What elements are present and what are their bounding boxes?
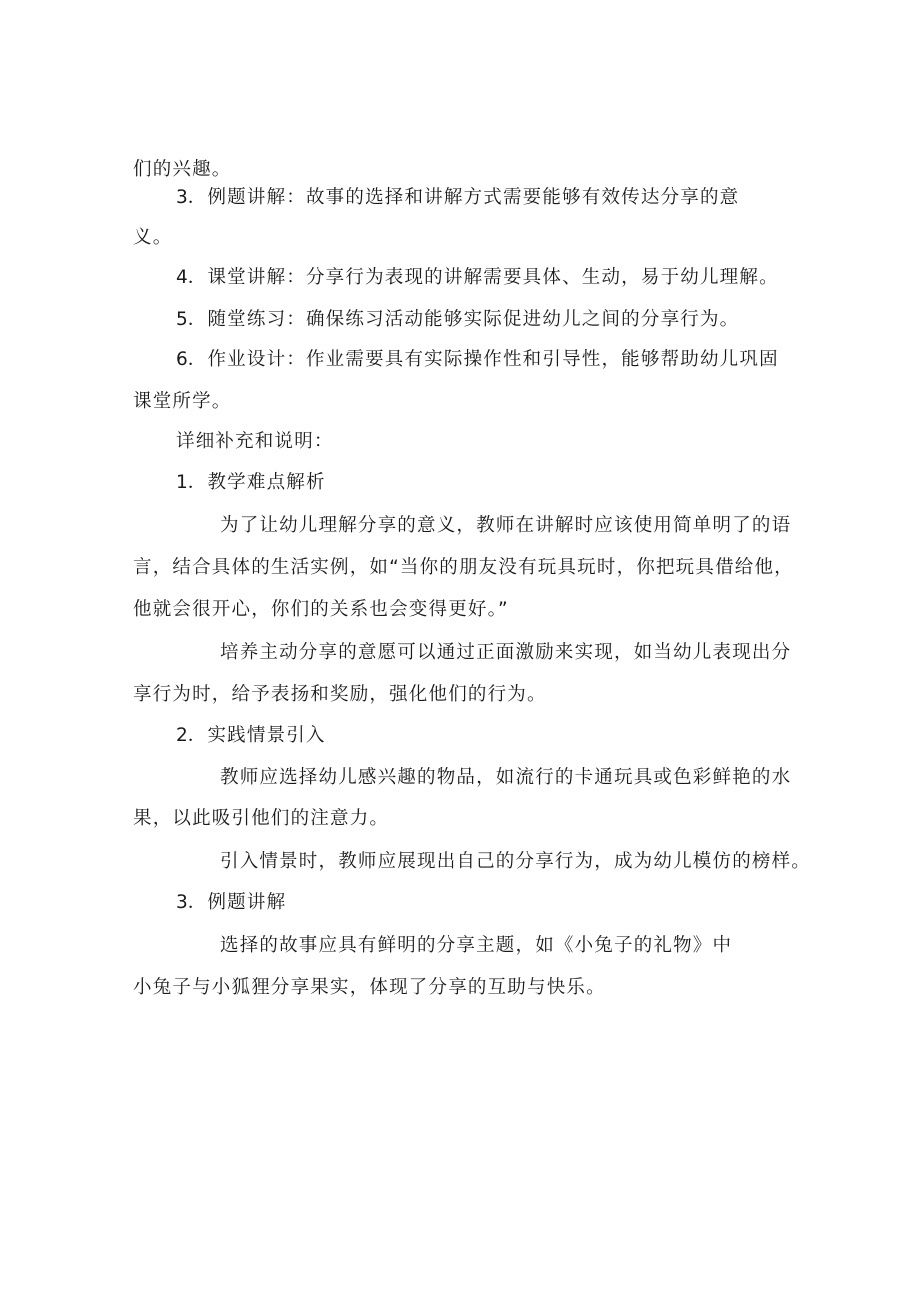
line-text: 果，以此吸引他们的注意力。 [133, 808, 390, 829]
line-text: 教师应选择幼儿感兴趣的物品，如流行的卡通玩具或色彩鲜艳的水 [220, 767, 792, 788]
list-number: 5 [176, 309, 188, 330]
list-number: 2 [176, 725, 188, 746]
line-text: 他就会很开心，你们的关系也会变得更好。” [133, 599, 509, 620]
subheading-1 [176, 471, 326, 495]
subheading-3 [176, 891, 286, 915]
list-item-6-line-2 [133, 390, 232, 414]
line-text: 选择的故事应具有鲜明的分享主题，如《小兔子的礼物》中 [220, 935, 733, 956]
paragraph-line [133, 598, 509, 622]
list-item-6-line-1 [176, 348, 779, 372]
line-text: ．课堂讲解：分享行为表现的讲解需要具体、生动，易于幼儿理解。 [187, 267, 779, 288]
list-number: 3 [176, 187, 188, 208]
list-number: 4 [176, 267, 188, 288]
paragraph-line [133, 807, 389, 831]
line-text: 享行为时，给予表扬和奖励，强化他们的行为。 [133, 684, 547, 705]
list-item-3-line-1 [176, 186, 739, 210]
line-text: 课堂所学。 [133, 391, 232, 412]
line-text: ．实践情景引入 [187, 725, 326, 746]
paragraph-line [220, 641, 791, 665]
paragraph-line [133, 158, 232, 182]
line-text: 培养主动分享的意愿可以通过正面激励来实现，如当幼儿表现出分 [220, 642, 792, 663]
list-item-3-line-2 [133, 226, 172, 250]
list-number: 3 [176, 892, 188, 913]
paragraph-line [220, 850, 811, 874]
line-text: ．例题讲解 [187, 892, 287, 913]
line-text: 为了让幼儿理解分享的意义，教师在讲解时应该使用简单明了的语 [220, 515, 792, 536]
line-text: 详细补充和说明： [176, 431, 334, 452]
line-text: 们的兴趣。 [133, 159, 232, 180]
paragraph-line [133, 556, 794, 580]
section-heading [176, 430, 334, 454]
paragraph-line [133, 976, 606, 1000]
paragraph-line [220, 514, 791, 538]
line-text: 小兔子与小狐狸分享果实，体现了分享的互助与快乐。 [133, 977, 606, 998]
line-text: ．教学难点解析 [187, 472, 326, 493]
list-number: 6 [176, 349, 188, 370]
line-text: 言，结合具体的生活实例，如“当你的朋友没有玩具玩时，你把玩具借给他， [133, 557, 794, 578]
line-text: ．随堂练习：确保练习活动能够实际促进幼儿之间的分享行为。 [187, 309, 740, 330]
line-text: ．例题讲解：故事的选择和讲解方式需要能够有效传达分享的意 [187, 187, 740, 208]
list-item-4 [176, 266, 779, 290]
subheading-2 [176, 724, 326, 748]
paragraph-line [133, 683, 547, 707]
line-text: ．作业设计：作业需要具有实际操作性和引导性，能够帮助幼儿巩固 [187, 349, 779, 370]
paragraph-line [220, 934, 732, 958]
list-item-5 [176, 308, 739, 332]
line-text: 义。 [133, 227, 173, 248]
list-number: 1 [176, 472, 188, 493]
paragraph-line [220, 766, 791, 790]
line-text: 引入情景时，教师应展现出自己的分享行为，成为幼儿模仿的榜样。 [220, 851, 812, 872]
